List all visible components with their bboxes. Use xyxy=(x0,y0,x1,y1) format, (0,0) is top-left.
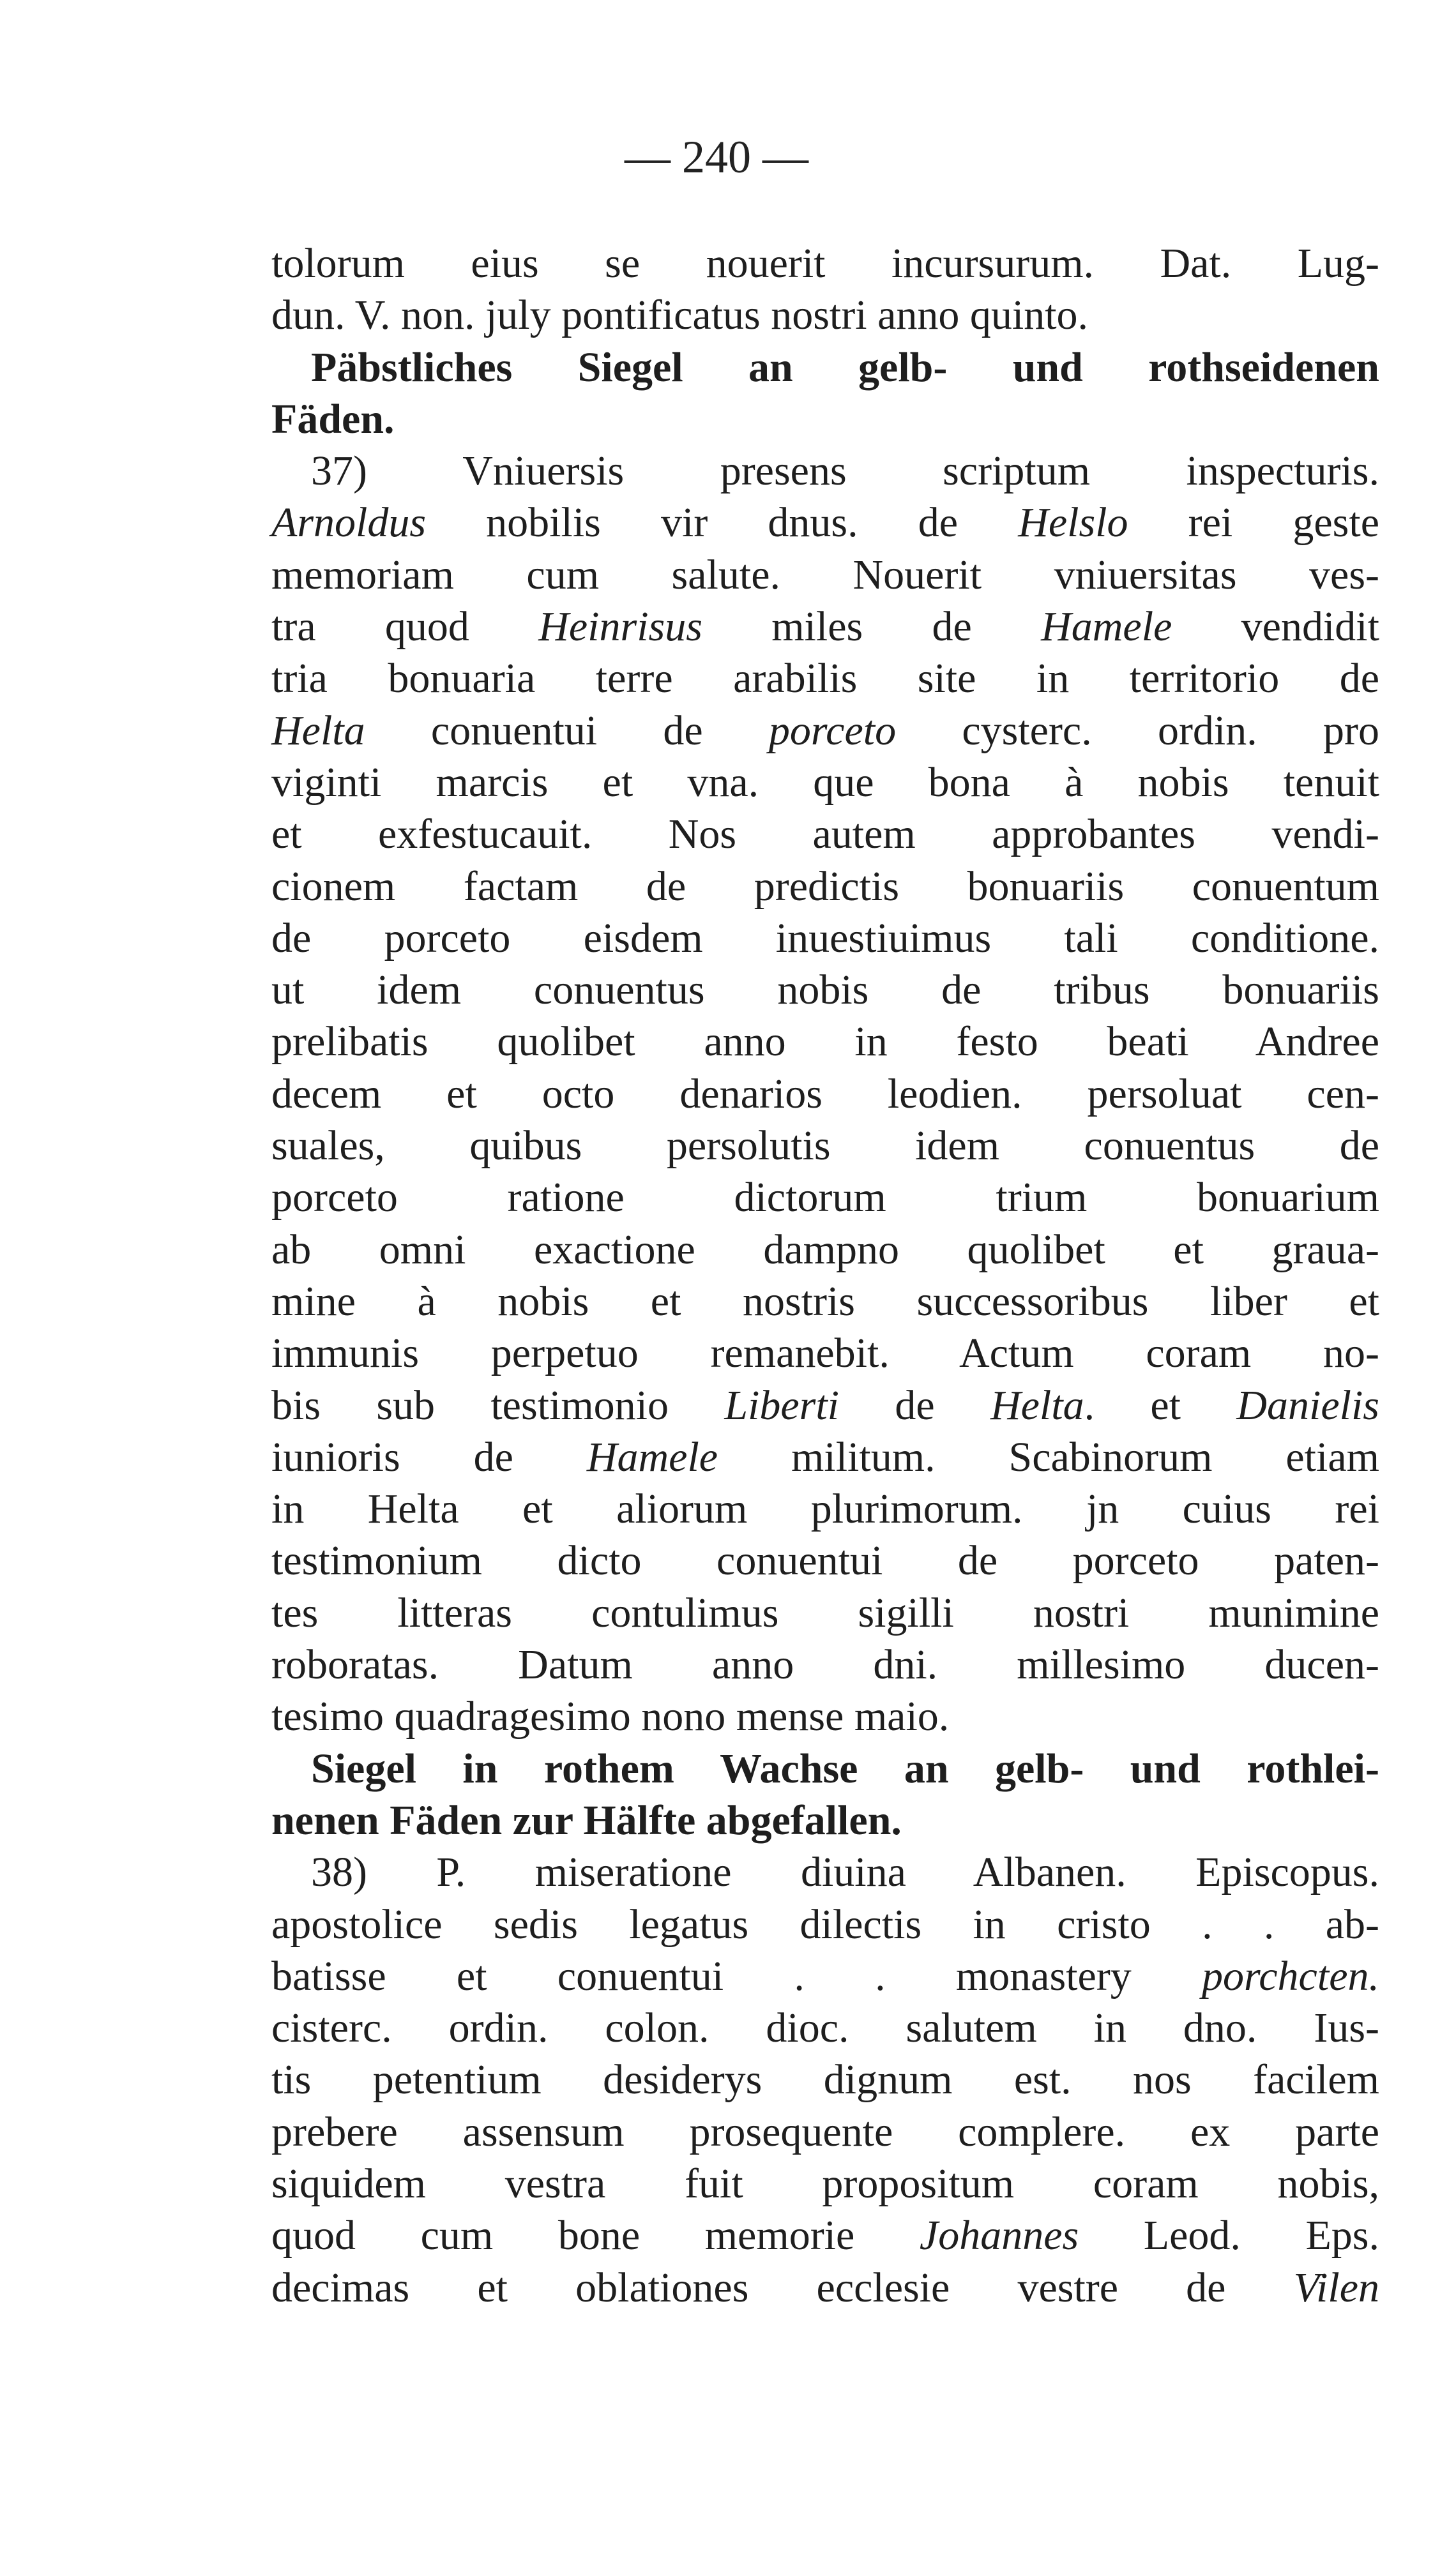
text-segment: tis petentium desiderys dignum est. nos facilem xyxy=(271,2056,1379,2104)
italic-name: Hamele xyxy=(586,1433,718,1480)
italic-name: Arnoldus xyxy=(271,499,427,546)
text-line xyxy=(271,808,1379,860)
text-segment: 38) P. miseratione diuina Albanen. Episcopus. xyxy=(311,1849,1379,1896)
text-segment: Fäden. xyxy=(271,395,395,442)
text-line xyxy=(271,1846,1379,1898)
text-line xyxy=(271,289,1379,341)
text-segment: nobilis vir dnus. de xyxy=(426,499,1019,546)
text-line xyxy=(271,1380,1379,1431)
italic-name: Liberti xyxy=(724,1382,840,1429)
text-line xyxy=(271,393,1379,445)
text-line xyxy=(271,1171,1379,1223)
italic-name: Helslo xyxy=(1018,499,1128,546)
text-line xyxy=(271,1016,1379,1067)
text-segment: militum. Scabinorum etiam xyxy=(718,1433,1379,1480)
text-segment: testimonium dicto conuentui de porceto paten- xyxy=(271,1537,1379,1585)
text-line xyxy=(271,2106,1379,2158)
text-segment: tria bonuaria terre arabilis site in territorio de xyxy=(271,655,1379,702)
text-segment: cisterc. ordin. colon. dioc. salutem in dno. Ius- xyxy=(271,2005,1379,2052)
text-segment: porceto ratione dictorum trium bonuarium xyxy=(271,1174,1379,1221)
text-segment: miles de xyxy=(702,603,1042,651)
text-line xyxy=(271,1120,1379,1171)
text-segment: tes litteras contulimus sigilli nostri munimine xyxy=(271,1589,1379,1636)
italic-name: Helta xyxy=(271,707,365,754)
text-segment: Siegel in rothem Wachse an gelb- und rothlei- xyxy=(311,1745,1379,1792)
text-segment: ut idem conuentus nobis de tribus bonuariis xyxy=(271,967,1379,1014)
text-line xyxy=(271,861,1379,912)
text-segment: Päbstliches Siegel an gelb- und rothseidenen xyxy=(311,343,1379,391)
text-segment: prebere assensum prosequente complere. ex parte xyxy=(271,2108,1379,2155)
text-segment: memoriam cum salute. Nouerit vniuersitas ves- xyxy=(271,551,1379,598)
text-segment: bis sub testimonio xyxy=(271,1382,725,1429)
text-segment: decem et octo denarios leodien. persoluat cen- xyxy=(271,1070,1379,1117)
text-segment: apostolice sedis legatus dilectis in cristo . . ab- xyxy=(271,1901,1379,1948)
text-line xyxy=(271,549,1379,601)
text-segment: siquidem vestra fuit propositum coram nobis, xyxy=(271,2160,1379,2207)
text-segment: roboratas. Datum anno dni. millesimo ducen- xyxy=(271,1641,1379,1689)
italic-name: Helta xyxy=(990,1382,1084,1429)
text-segment: mine à nobis et nostris successoribus liber et xyxy=(271,1277,1379,1325)
text-line xyxy=(271,497,1379,548)
text-line xyxy=(271,1743,1379,1795)
text-segment: batisse et conuentui . . monastery xyxy=(271,1952,1202,2000)
text-line xyxy=(271,2210,1379,2261)
text-segment: conuentui de xyxy=(365,707,769,754)
text-segment: tolorum eius se nouerit incursurum. Dat. Lug- xyxy=(271,240,1379,287)
text-segment: suales, quibus persolutis idem conuentus de xyxy=(271,1122,1379,1170)
text-segment: viginti marcis et vna. que bona à nobis tenuit xyxy=(271,758,1379,806)
text-line xyxy=(271,1483,1379,1535)
text-line xyxy=(271,445,1379,497)
text-line xyxy=(271,1691,1379,1742)
text-segment: dun. V. non. july pontificatus nostri anno quinto. xyxy=(271,292,1089,339)
text-segment: et exfestucauit. Nos autem approbantes vendi- xyxy=(271,811,1379,858)
italic-name: Heinrisus xyxy=(538,603,702,651)
text-line xyxy=(271,2262,1379,2314)
text-line xyxy=(271,964,1379,1016)
text-line xyxy=(271,2054,1379,2105)
text-line xyxy=(271,705,1379,757)
body-text xyxy=(271,237,1379,2314)
italic-name: porchcten. xyxy=(1202,1952,1379,2000)
text-segment: immunis perpetuo remanebit. Actum coram no- xyxy=(271,1330,1379,1377)
italic-name: Danielis xyxy=(1236,1382,1379,1429)
italic-name: Johannes xyxy=(919,2212,1079,2259)
text-line xyxy=(271,2002,1379,2054)
text-line xyxy=(271,1587,1379,1639)
text-segment: cionem factam de predictis bonuariis conuentum xyxy=(271,862,1379,910)
text-segment: Leod. Eps. xyxy=(1079,2212,1379,2259)
text-segment: vendidit xyxy=(1172,603,1379,651)
text-line xyxy=(271,1899,1379,1950)
text-line xyxy=(271,1639,1379,1691)
text-segment: cysterc. ordin. pro xyxy=(896,707,1379,754)
text-segment: rei geste xyxy=(1128,499,1379,546)
text-segment: iunioris de xyxy=(271,1433,587,1480)
text-line xyxy=(271,912,1379,964)
text-segment: . et xyxy=(1084,1382,1237,1429)
text-segment: nenen Fäden zur Hälfte abgefallen. xyxy=(271,1796,902,1844)
text-segment: tra quod xyxy=(271,603,539,651)
text-line xyxy=(271,1327,1379,1379)
text-segment: decimas et oblationes ecclesie vestre de xyxy=(271,2264,1294,2311)
text-line xyxy=(271,1535,1379,1586)
italic-name: Vilen xyxy=(1293,2264,1379,2311)
text-line xyxy=(271,601,1379,652)
text-line xyxy=(271,2158,1379,2210)
text-segment: de xyxy=(839,1382,990,1429)
text-segment: quod cum bone memorie xyxy=(271,2212,920,2259)
page-number: — 240 — xyxy=(625,132,808,183)
italic-name: Hamele xyxy=(1041,603,1172,651)
text-segment: tesimo quadragesimo nono mense maio. xyxy=(271,1693,950,1740)
text-line xyxy=(271,757,1379,808)
text-line xyxy=(271,1224,1379,1276)
text-segment: ab omni exactione dampno quolibet et graua- xyxy=(271,1226,1379,1273)
italic-name: porceto xyxy=(768,707,897,754)
text-line xyxy=(271,237,1379,289)
text-segment: prelibatis quolibet anno in festo beati Andree xyxy=(271,1018,1379,1066)
text-line xyxy=(271,1068,1379,1120)
text-line xyxy=(271,1431,1379,1483)
text-line xyxy=(271,342,1379,393)
text-line xyxy=(271,652,1379,704)
text-segment: in Helta et aliorum plurimorum. jn cuius rei xyxy=(271,1486,1379,1533)
text-segment: 37) Vniuersis presens scriptum inspecturis. xyxy=(311,448,1379,495)
text-line xyxy=(271,1795,1379,1846)
text-line xyxy=(271,1276,1379,1327)
text-line xyxy=(271,1950,1379,2002)
text-segment: de porceto eisdem inuestiuimus tali conditione. xyxy=(271,914,1379,961)
